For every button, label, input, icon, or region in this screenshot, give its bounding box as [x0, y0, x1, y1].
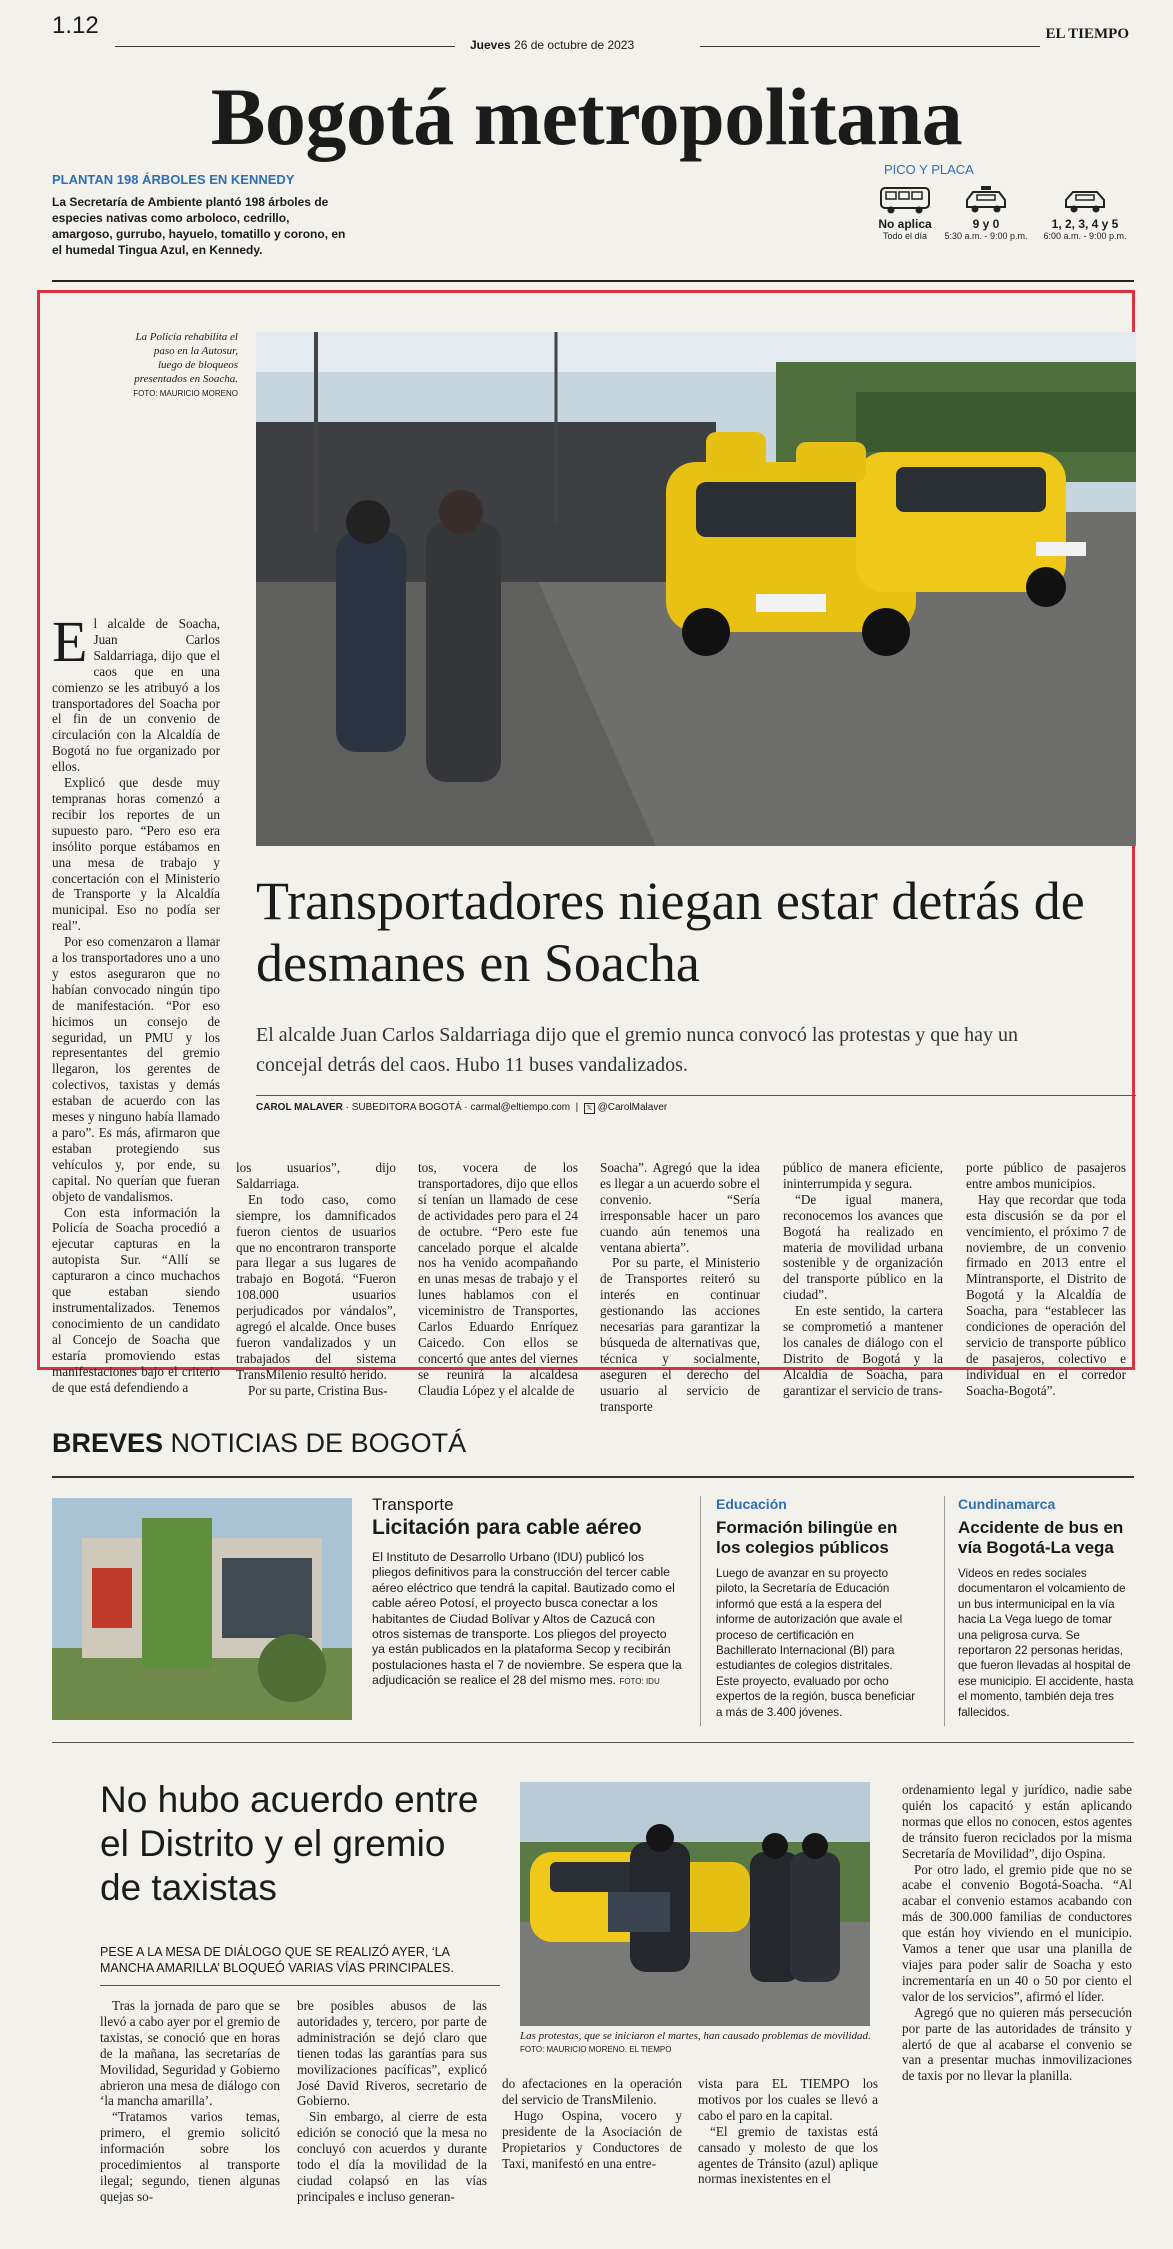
taxi-paragraph: “El gremio de taxistas está cansado y molesto de que los agentes de Tránsito (azul) aplique normas inexistentes en el	[698, 2123, 878, 2187]
header-rule-left	[115, 46, 455, 47]
feature-paragraph: tos, vocera de los transportadores, dijo que ellos sí tenían un llamado de cese de actividades pero para el 24 de octubre. “Pero este fue cancelado porque el alcalde nos ha venido acompañando en unas mesas de trabajo y el lunes hablamos con el viceministro de Transportes, Carlos Eduardo Enríquez Caicedo. Con ellos se concertó que antes del viernes se reunirá la alcaldesa Claudia López y el alcalde de	[418, 1160, 578, 1398]
newspaper-brand: EL TIEMPO	[1045, 26, 1129, 42]
protest-street-image	[256, 332, 1136, 846]
taxi-paragraph: do afectaciones en la operación del servicio de TransMilenio.	[502, 2076, 682, 2107]
feature-paragraph: porte público de pasajeros entre ambos municipios.	[966, 1160, 1126, 1191]
byline-handle[interactable]: @CarolMalaver	[597, 1102, 668, 1113]
taxi-column-1	[100, 1998, 280, 2205]
x-logo-icon: 𝕏	[584, 1103, 595, 1114]
feature-paragraph: Por su parte, el Ministerio de Transportes reiteró su interés en continuar gestionando las acciones necesarias para garantizar la búsqueda de alternativas que, técnica y socialmente, aseguren el derecho del usuario al servicio de transporte	[600, 1255, 760, 1414]
dropcap: E	[52, 609, 88, 674]
page-number: 1.12	[52, 12, 99, 39]
cable-photo-credit: FOTO: IDU	[619, 1677, 660, 1687]
byline-role: · SUBEDITORA BOGOTÁ ·	[345, 1102, 468, 1113]
cable-body	[372, 1550, 682, 1690]
taxi-paragraph: Tras la jornada de paro que se llevó a cabo ayer por el gremio de taxistas, se conoció que en horas de la mañana, las secretarías de Movilidad, Seguridad y Gobierno abrieron una mesa de diálogo con ‘la mancha amarilla’.	[100, 1998, 280, 2109]
taxi-deck-rule	[100, 1985, 500, 1986]
cundinamarca-body: Videos en redes sociales documentaron el volcamiento de un bus intermunicipal en la vía hacia La Vega luego de tomar una peligrosa curva. Se reportaron 22 personas heridas, que fueron llevadas al hospital de ese municipio. El accidente, hasta el momento, también deja tres fallecidos.	[958, 1567, 1134, 1719]
breves-label	[52, 1428, 466, 1459]
feature-caption-text: La Policía rehabilita el paso en la Autosur, luego de bloqueos presentados en Soacha.	[134, 331, 238, 385]
feature-photo	[256, 332, 1136, 846]
breves-label-bold: BREVES	[52, 1428, 164, 1458]
cable-title: Licitación para cable aéreo	[372, 1516, 642, 1539]
taxi-paragraph: Sin embargo, al cierre de esta edición se conoció que la mesa no concluyó con acuerdos y durante todo el día la movilidad de la ciudad colapsó en las vías principales e incluso generan-	[297, 2109, 487, 2204]
education-kicker: Educación	[716, 1496, 787, 1512]
feature-column-2	[236, 1160, 396, 1399]
taxi-photo-credit: FOTO: MAURICIO MORENO. EL TIEMPO	[520, 2045, 672, 2054]
byline-rule	[256, 1095, 1136, 1096]
taxi-paragraph: “Tratamos varios temas, primero, el gremio solicitó información sobre los procedimientos al transporte ilegal; segundo, tienen algunas quejas so-	[100, 2109, 280, 2204]
taxi-paragraph: vista para EL TIEMPO los motivos por los cuales se llevó a cabo el paro en la capital.	[698, 2076, 878, 2123]
feature-column-1	[52, 609, 220, 1395]
feature-paragraph: Hay que recordar que toda esta discusión se da por el vencimiento, el próximo 7 de noviembre, de un convenio firmado en 2013 entre el Mintransporte, el Distrito de Bogotá y la Alcaldía de Soacha, para “establecer las condiciones de operación del servicio de transporte público de pasajeros, colectivo e individual en el corredor Soacha-Bogotá”.	[966, 1191, 1126, 1398]
pyp-bus-sub: Todo el día	[882, 231, 928, 241]
taxi-protest-photo	[520, 1782, 870, 2026]
cundinamarca-kicker: Cundinamarca	[958, 1496, 1056, 1512]
feature-paragraph: Por eso comenzaron a llamar a los transportadores uno a uno y estos aseguraron que no habían convocado ningún tipo de manifestación. “Por eso hicimos un consejo de seguridad, un PMU y los representantes del gremio llegaron, los gerentes de colectivos, taxistas y demás estaban de acuerdo con las meses y ninguno había llamado a paro”. Es más, afirmaron que estaban protegiendo sus vehículos y, por ende, su capital. No querían que fueran objeto de vandalismos.	[52, 934, 220, 1204]
pico-y-placa-taxi	[942, 185, 1030, 241]
bus-icon	[879, 185, 931, 215]
date-day: Jueves	[470, 38, 511, 52]
section-divider	[52, 1742, 1134, 1743]
feature-paragraph: los usuarios”, dijo Saldarriaga.	[236, 1160, 396, 1191]
feature-paragraph: Explicó que desde muy tempranas horas comenzó a recibir los reportes de un supuesto paro. “Pero eso era insólito porque estábamos en una mesa de trabajo y concertación con el Ministerio de Transporte y la Alcaldía municipal. Eso no podía ser real”.	[52, 775, 220, 934]
feature-deck: El alcalde Juan Carlos Saldarriaga dijo que el gremio nunca convocó las protestas y que hay un concejal detrás del caos. Hubo 11 buses vandalizados.	[256, 1024, 1018, 1076]
feature-paragraph: En este sentido, la cartera se comprometió a mantener los canales de diálogo con el Distrito de Bogotá y la Alcaldía de Soacha, para garantizar el servicio de trans-	[783, 1303, 943, 1398]
pyp-bus-main: No aplica	[878, 217, 932, 231]
taxi-column-2	[297, 1998, 487, 2205]
feature-column-6	[966, 1160, 1126, 1399]
taxi-column-3	[502, 2076, 682, 2171]
breves-divider	[700, 1496, 701, 1726]
feature-paragraph: l alcalde de Soacha, Juan Carlos Saldarriaga, dijo que el caos que en una comienzo se les atribuyó a los transportadores del Soacha por el fin de un convenio de circulación con la Alcaldía de Bogotá no fue organizado por ellos.	[52, 616, 220, 775]
cable-station-photo	[52, 1498, 352, 1720]
section-title: Bogotá metropolitana	[210, 71, 963, 162]
pyp-car-main: 1, 2, 3, 4 y 5	[1051, 217, 1119, 231]
brief-top-text: La Secretaría de Ambiente plantó 198 árboles de especies nativas como arboloco, cedrillo, amargoso, gurrubo, hayuelo, tomatillo y corono, en el humedal Tingua Azul, en Kennedy.	[52, 195, 346, 257]
feature-photo-caption	[130, 330, 238, 401]
feature-paragraph: Con esta información la Policía de Soacha procedió a ejecutar capturas en la autopista Sur. “Allí se capturaron a cinco muchachos que estaban siendo instrumentalizados. Tenemos conocimiento de un candidato al Concejo de Soacha que estaría promoviendo estas manifestaciones bajo el criterio de que está defendiendo a	[52, 1204, 220, 1395]
taxi-caption-text: Las protestas, que se iniciaron el martes, han causado problemas de movilidad.	[520, 2030, 871, 2042]
feature-column-4	[600, 1160, 760, 1415]
police-taxis-image	[520, 1782, 870, 2026]
feature-paragraph: público de manera eficiente, ininterrumpida y segura.	[783, 1160, 943, 1191]
taxi-paragraph: Agregó que no quieren más persecución por parte de las autoridades de tránsito y alertó de que al acabarse el convenio se van a presentar muchas inmovilizaciones de taxis por no llevar la planilla.	[902, 2004, 1132, 2084]
header-rule-right	[700, 46, 1040, 47]
feature-column-3	[418, 1160, 578, 1399]
car-icon	[1062, 185, 1108, 215]
feature-headline: Transportadores niegan estar detrás de desmanes en Soacha	[256, 871, 1085, 993]
feature-paragraph: Por su parte, Cristina Bus-	[248, 1382, 388, 1398]
cable-body-text: El Instituto de Desarrollo Urbano (IDU) publicó los pliegos definitivos para la construcción del tercer cable aéreo eléctrico que tendrá la capital. Bautizado como el cable aéreo Potosí, el proyecto busca conectar a los habitantes de Ciudad Bolívar y Altos de Cazucá con otros sistemas de transporte. Los pliegos del proyecto ya están publicados en la plataforma Secop y recibirán postulaciones hasta el 7 de noviembre. Se espera que la adjudicación se realice el 28 del mismo mes.	[372, 1550, 682, 1688]
feature-paragraph: Soacha”. Agregó que la idea es llegar a un acuerdo sobre el convenio. “Sería irresponsable hacer un paro cuando aún tenemos una ventana abierta”.	[600, 1160, 760, 1255]
taxi-paragraph: Hugo Ospina, vocero y presidente de la Asociación de Propietarios y Conductores de Taxi, manifestó en una entre-	[502, 2107, 682, 2171]
pico-y-placa-bus	[870, 185, 940, 241]
feature-byline: CAROL MALAVER · SUBEDITORA BOGOTÁ · carmal@eltiempo.com | 𝕏 @CarolMalaver	[256, 1102, 668, 1113]
feature-paragraph: En todo caso, como siempre, los damnificados fueron cientos de usuarios que no encontraron transporte para llegar a sus lugares de trabajo en Bogotá. “Fueron 108.000 usuarios perjudicados por vándalos”, agregó el alcalde. Once buses fueron vandalizados y un trabajados del sistema TransMilenio resultó herido.	[236, 1191, 396, 1382]
header-divider	[52, 280, 1134, 282]
breves-divider	[944, 1496, 945, 1726]
education-title: Formación bilingüe en los colegios públicos	[716, 1518, 898, 1557]
feature-paragraph: “De igual manera, reconocemos los avances que Bogotá ha realizado en materia de movilidad urbana sostenible y de organización del transporte público en la ciudad”.	[783, 1191, 943, 1303]
taxi-deck: PESE A LA MESA DE DIÁLOGO QUE SE REALIZÓ AYER, ‘LA MANCHA AMARILLA’ BLOQUEÓ VARIAS VÍAS PRINCIPALES.	[100, 1945, 454, 1975]
feature-column-5	[783, 1160, 943, 1399]
byline-email[interactable]: carmal@eltiempo.com	[470, 1102, 571, 1113]
pyp-taxi-sub: 5:30 a.m. - 9:00 p.m.	[944, 231, 1028, 241]
pyp-taxi-main: 9 y 0	[972, 217, 1000, 231]
date-rest: 26 de octubre de 2023	[514, 38, 635, 52]
cundinamarca-title: Accidente de bus en vía Bogotá-La vega	[958, 1518, 1124, 1557]
taxi-icon	[963, 185, 1009, 215]
pico-y-placa-title: PICO Y PLACA	[884, 162, 974, 177]
taxi-photo-caption	[520, 2030, 880, 2056]
education-body: Luego de avanzar en su proyecto piloto, la Secretaría de Educación informó que está a la espera del informe de autorización que avale el proceso de certificación en Bachillerato Internacional (BI) para estudiantes de colegios distritales. Este proyecto, evaluado por ocho expertos de la región, busca beneficiar a más de 3.400 jóvenes.	[716, 1567, 916, 1719]
breves-rule	[52, 1476, 1134, 1478]
breves-label-rest: NOTICIAS DE BOGOTÁ	[163, 1428, 467, 1458]
taxi-column-5	[902, 1782, 1132, 2084]
taxi-paragraph: Por otro lado, el gremio pide que no se acabe el convenio Bogotá-Soacha. “Al acabar el convenio estamos acabando con más de 300.000 familias de conductores que están hoy viviendo en el municipio. Vamos a tener que usar una planilla de viajes para poder salir de Soacha y esto incrementaría en un 40 o 50 por ciento el valor de los servicios”, afirmó el líder.	[902, 1861, 1132, 2004]
pyp-car-sub: 6:00 a.m. - 9:00 p.m.	[1043, 231, 1127, 241]
feature-photo-credit: FOTO: MAURICIO MORENO	[133, 389, 238, 398]
taxi-paragraph: ordenamiento legal y jurídico, nadie sabe quién los capacitó y están aplicando normas que ellos no conocen, estos agentes de tránsito fueron reciclados por la misma Secretaría de Movilidad”, dijo Ospina.	[902, 1782, 1132, 1861]
byline-name: CAROL MALAVER	[256, 1102, 343, 1113]
pico-y-placa-car	[1036, 185, 1134, 241]
taxi-paragraph: bre posibles abusos de las autoridades y, tercero, por parte de administración se dejó claro que tienen todas las garantías para sus movilizaciones pacíficas”, explicó José David Riveros, secretario de Gobierno.	[297, 1998, 487, 2109]
taxi-headline: No hubo acuerdo entre el Distrito y el gremio de taxistas	[100, 1779, 479, 1908]
cable-kicker: Transporte	[372, 1495, 454, 1514]
cable-station-image	[52, 1498, 352, 1720]
taxi-column-4	[698, 2076, 878, 2187]
edition-date	[470, 38, 634, 52]
brief-top-title: PLANTAN 198 ÁRBOLES EN KENNEDY	[52, 172, 295, 187]
